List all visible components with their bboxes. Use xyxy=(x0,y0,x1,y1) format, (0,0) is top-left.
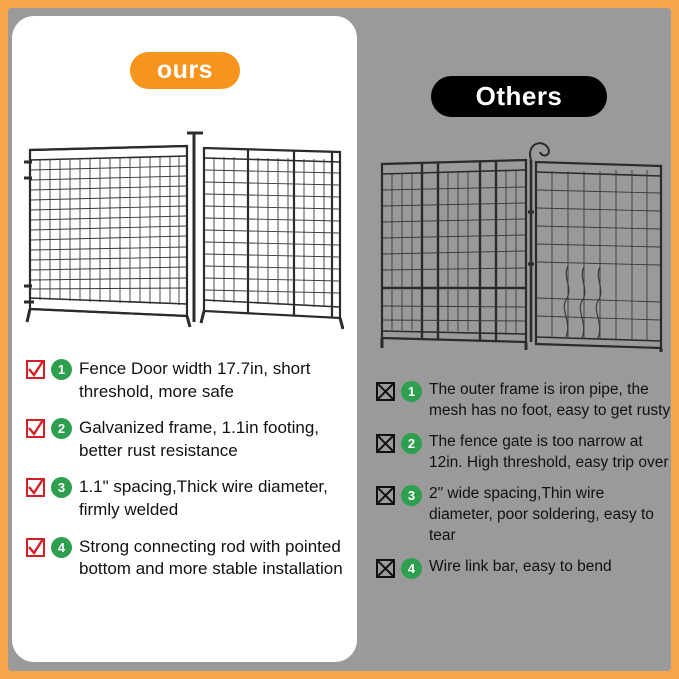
cross-mark-icon xyxy=(376,434,395,453)
ours-item-number: 3 xyxy=(51,477,72,498)
others-item-number: 3 xyxy=(401,485,422,506)
others-fence-svg xyxy=(376,138,666,353)
ours-badge: ours xyxy=(130,52,240,89)
ours-item-text: Strong connecting rod with pointed bottom and more stable installation xyxy=(79,536,343,579)
list-item xyxy=(376,432,671,473)
check-mark-icon xyxy=(26,478,45,497)
cross-mark-icon xyxy=(376,486,395,505)
list-item xyxy=(26,417,352,462)
ours-item-number: 2 xyxy=(51,418,72,439)
check-mark-icon xyxy=(26,360,45,379)
others-feature-list xyxy=(376,380,671,590)
list-item xyxy=(376,557,671,579)
ours-fence-svg xyxy=(22,126,344,331)
list-item xyxy=(26,358,352,403)
check-mark-icon xyxy=(26,538,45,557)
cross-mark-icon xyxy=(376,559,395,578)
others-item-text: 2" wide spacing,Thin wire diameter, poor soldering, easy to tear xyxy=(429,485,654,544)
list-item xyxy=(26,476,352,521)
ours-item-text: Galvanized frame, 1.1in footing, better rust resistance xyxy=(79,418,320,460)
others-item-number: 1 xyxy=(401,381,422,402)
ours-feature-list xyxy=(26,358,352,595)
others-item-text: The outer frame is iron pipe, the mesh has no foot, easy to get rusty xyxy=(429,381,671,419)
others-item-number: 4 xyxy=(401,558,422,579)
others-badge: Others xyxy=(431,76,607,117)
ours-fence-illustration xyxy=(22,126,344,331)
others-item-number: 2 xyxy=(401,433,422,454)
ours-item-number: 1 xyxy=(51,359,72,380)
others-item-text: The fence gate is too narrow at 12in. High threshold, easy trip over xyxy=(429,433,669,471)
check-mark-icon xyxy=(26,419,45,438)
cross-mark-icon xyxy=(376,382,395,401)
list-item xyxy=(376,380,671,421)
ours-item-text: 1.1" spacing,Thick wire diameter, firmly welded xyxy=(79,477,328,520)
others-fence-illustration xyxy=(376,138,666,353)
comparison-board xyxy=(8,8,671,671)
list-item xyxy=(376,484,671,546)
list-item xyxy=(26,536,352,581)
ours-item-number: 4 xyxy=(51,537,72,558)
ours-item-text: Fence Door width 17.7in, short threshold, more safe xyxy=(79,359,311,401)
others-item-text: Wire link bar, easy to bend xyxy=(429,558,612,576)
